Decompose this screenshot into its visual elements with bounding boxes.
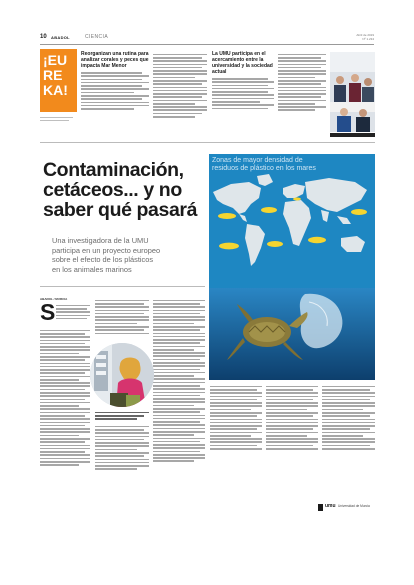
eureka-label-line1: ¡EU <box>43 52 68 68</box>
turtle-photo <box>209 288 375 380</box>
brief-1-continuation <box>153 52 207 119</box>
footer-logo <box>318 503 376 513</box>
plastic-zone-north-pacific-east <box>218 213 236 219</box>
plastic-zone-south-atlantic <box>267 241 283 247</box>
body-column-3 <box>153 298 205 464</box>
body-column-4 <box>210 384 262 451</box>
lead-line2: participa en un proyecto europeo <box>52 245 161 255</box>
lead-line1: Una investigadora de la UMU <box>52 236 149 245</box>
brief-1-title: Reorganizan una rutina para analizar corales y peces que impacta Mar Menor <box>81 51 149 69</box>
photo-caption <box>95 410 149 422</box>
article-title-line3: saber qué pasará <box>43 199 198 221</box>
page-number: 10 <box>40 34 47 40</box>
body-column-2 <box>95 298 149 336</box>
meeting-photo-caption <box>330 133 375 137</box>
brief-1 <box>81 51 149 111</box>
plastic-zone-mediterranean <box>293 198 301 201</box>
eureka-label-line2: RE <box>43 67 63 83</box>
page-header <box>40 32 374 45</box>
brief-2 <box>212 51 274 111</box>
body-column-2b <box>95 424 149 472</box>
body-column-5 <box>266 384 318 451</box>
plastic-zone-north-pacific-west <box>351 209 367 215</box>
plastic-zone-south-pacific <box>219 243 239 250</box>
article-title-line1: Contaminación, <box>43 159 184 181</box>
body-column-6 <box>322 384 375 451</box>
dropcap: S <box>40 299 56 325</box>
eureka-caption <box>40 115 77 122</box>
section-divider <box>40 142 375 143</box>
lead-line3: sobre el efecto de los plásticos <box>52 255 154 265</box>
header-date: Abril de 2019 <box>356 33 374 37</box>
publication-name: ABADOL <box>51 35 70 40</box>
world-map <box>209 154 375 288</box>
byline: ABADOL / MURCIA <box>40 297 68 301</box>
umu-logo-icon <box>318 504 323 511</box>
eureka-badge <box>40 49 77 112</box>
plastic-zone-north-atlantic <box>261 207 277 213</box>
researcher-photo <box>90 343 154 407</box>
brief-2-title: La UMU participa en el acercamiento entre la universidad y la sociedad actual <box>212 51 273 75</box>
brief-2-continuation <box>278 52 326 113</box>
map-title-line1: Zonas de mayor densidad de <box>212 157 303 164</box>
body-column-1 <box>56 303 90 321</box>
map-graphic <box>209 154 375 288</box>
section-name: CIENCIA <box>85 34 109 40</box>
eureka-label-line3: KA! <box>43 82 68 98</box>
lead-line4: en los animales marinos <box>52 264 132 274</box>
meeting-photo <box>330 52 375 132</box>
plastic-zone-indian-ocean <box>308 237 326 243</box>
article-title <box>43 160 206 220</box>
footer-logo-text: umu <box>325 503 336 509</box>
lead-divider <box>40 286 205 287</box>
body-column-1b <box>40 328 90 468</box>
map-title-line2: residuos de plástico en los mares <box>212 165 316 172</box>
article-title-line2: cetáceos... y no <box>43 179 182 201</box>
article-lead <box>52 236 206 274</box>
header-issue: Nº 1.234 <box>362 37 374 41</box>
footer-tagline: Universidad de Murcia <box>338 504 370 508</box>
